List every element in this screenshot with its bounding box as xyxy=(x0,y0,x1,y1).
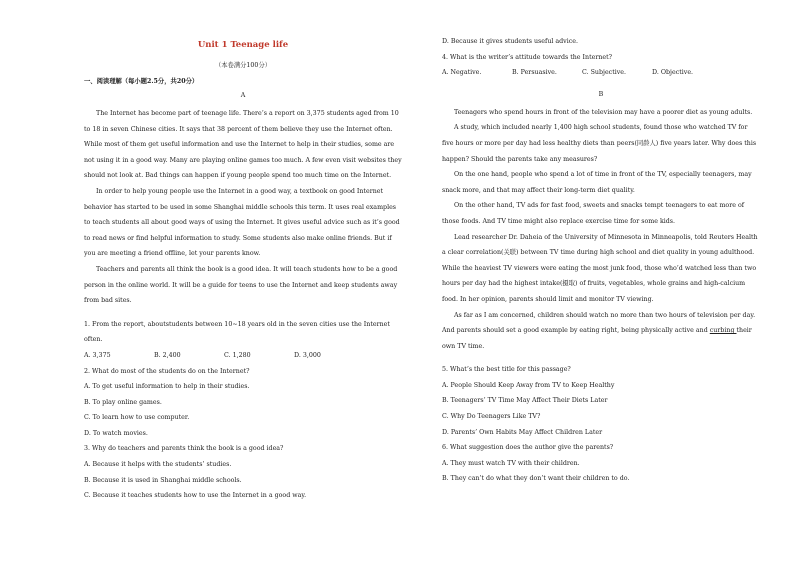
option[interactable]: C. Why Do Teenagers Like TV? xyxy=(442,413,541,421)
option[interactable]: C. Because it teaches students how to use the Internet in a good way. xyxy=(84,492,307,500)
option[interactable]: B. Teenagers’ TV Time May Affect Their Diets Later xyxy=(442,397,608,405)
score-note: （本卷满分100分） xyxy=(214,62,272,69)
option[interactable]: A. Because it helps with the students’ studies. xyxy=(84,461,232,469)
option[interactable]: D. Parents’ Own Habits May Affect Children Later xyxy=(442,428,603,436)
question-1: 1. From the report, aboutstudents between 10~18 years old in the seven cities use the Internet often. xyxy=(84,320,390,344)
option[interactable]: C. To learn how to use computer. xyxy=(84,414,190,422)
underlined-word: curbing xyxy=(709,327,737,335)
paragraph-6-text: As far as I am concerned, children should watch no more than two hours of television per day. And parents should set a good example by eating right, being physically active and xyxy=(442,311,756,335)
option[interactable]: B. They can’t do what they don’t want their children to do. xyxy=(442,475,630,483)
question-1-options xyxy=(84,348,402,364)
question-4: 4. What is the writer’s attitude towards the Internet? xyxy=(442,53,613,61)
right-column xyxy=(442,34,760,487)
passage-b-paragraph-3: On the one hand, people who spend a lot of time in front of the TV, especially teenagers, may snack more, and that may affect their long-term diet quality. xyxy=(442,171,752,194)
paragraph-6-text-end: their own TV time. xyxy=(442,327,752,350)
passage-a-letter: A xyxy=(240,92,246,99)
option[interactable]: A. People Should Keep Away from TV to Keep Healthy xyxy=(442,381,615,389)
passage-a-paragraph-3: Teachers and parents all think the book is a good idea. It will teach students how to be a good person in the online world. It will be a guide for teens to use the Internet and keep students away from bad sites. xyxy=(84,265,398,305)
question-3: 3. Why do teachers and parents think the book is a good idea? xyxy=(84,445,284,453)
question-2: 2. What do most of the students do on the Internet? xyxy=(84,367,250,375)
question-4-options xyxy=(442,65,760,81)
option[interactable]: C. Subjective. xyxy=(582,69,627,77)
option[interactable]: D. 3,000 xyxy=(294,351,321,359)
passage-b-letter: B xyxy=(598,90,604,98)
passage-b-paragraph-5: Lead researcher Dr. Daheia of the University of Minnesota in Minneapolis, told Reuters Health a clear correlation(关联) between TV time during high school and diet quality in young adulthood. While the heaviest TV viewers were eating the most junk food, those who’d watched less than two hours per day had the highest intake(摄取) of fruits, vegetables, whole grains and high-calcium food. In her opinion, parents should limit and monitor TV viewing. xyxy=(442,233,758,303)
passage-b-paragraph-4: On the other hand, TV ads for fast food, sweets and snacks tempt teenagers to eat more of those foods. And TV time might also replace exercise time for some kids. xyxy=(442,202,745,225)
passage-b-paragraph-2: A study, which included nearly 1,400 high school students, found those who watched TV for five hours or more per day had less healthy diets than peers(同龄人) five years later. Why does this happen? Should the parents take any measures? xyxy=(442,124,757,163)
left-column xyxy=(84,30,402,504)
option[interactable]: A. 3,375 xyxy=(84,351,111,359)
option[interactable]: D. To watch movies. xyxy=(84,429,148,437)
option[interactable]: B. Because it is used in Shanghai middle schools. xyxy=(84,476,242,484)
option[interactable]: C. 1,280 xyxy=(224,351,251,359)
option[interactable]: D. Because it gives students useful advice. xyxy=(442,38,579,45)
option[interactable]: B. To play online games. xyxy=(84,398,162,406)
option[interactable]: A. They must watch TV with their children. xyxy=(442,459,580,467)
section-heading: 一、阅读理解（每小题2.5分，共20分） xyxy=(84,78,199,85)
passage-b-paragraph-6 xyxy=(442,308,760,355)
option[interactable]: B. 2,400 xyxy=(154,351,181,359)
passage-a-paragraph-2: In order to help young people use the Internet in a good way, a textbook on good Internet behavior has started to be used in some Shanghai middle schools this term. It uses real examples to teach students all about good ways of using the Internet. It gives useful advice such as it’s good to read news or find helpful information to study. Some students also make online friends. But if you are meeting a friend offline, let your parents know. xyxy=(84,187,400,258)
option[interactable]: A. Negative. xyxy=(442,69,482,77)
option[interactable]: D. Objective. xyxy=(652,69,694,77)
passage-a-paragraph-1: The Internet has become part of teenage life. There’s a report on 3,375 students aged from 10 to 18 in seven Chinese cities. It says that 38 percent of them believe they use the Internet often. While most of them get useful information and use the Internet to help in their studies, some are not using it in a good way. Many are playing online games too much. A few even visit websites they should not look at. Bad things can happen if young people spend too much time on the Internet. xyxy=(84,110,402,180)
question-5: 5. What’s the best title for this passage? xyxy=(442,366,571,374)
passage-b-paragraph-1: Teenagers who spend hours in front of the television may have a poorer diet as young adults. xyxy=(454,108,753,116)
option[interactable]: B. Persuasive. xyxy=(512,69,557,77)
option[interactable]: A. To get useful information to help in their studies. xyxy=(84,383,250,391)
question-6: 6. What suggestion does the author give the parents? xyxy=(442,444,614,452)
document-title: Unit 1 Teenage life xyxy=(197,40,289,50)
